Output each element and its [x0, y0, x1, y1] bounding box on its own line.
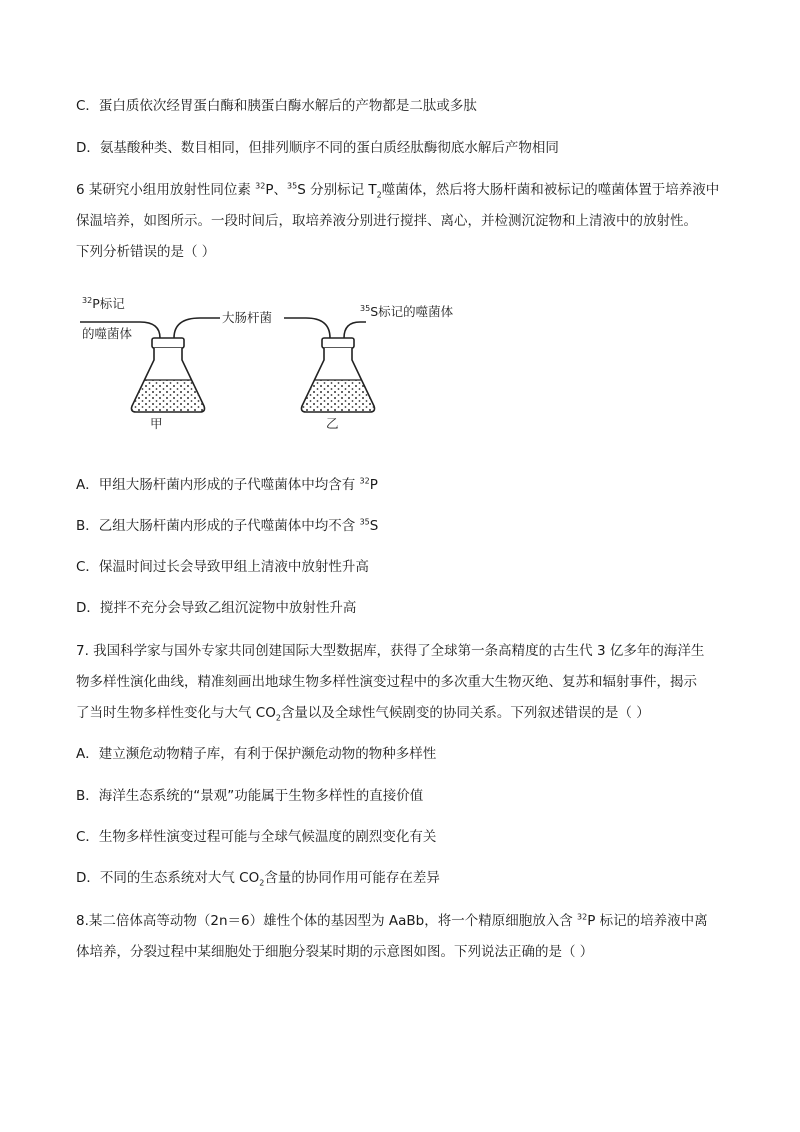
flask-yi — [284, 318, 390, 414]
q7-option-b: B．海洋生态系统的“景观”功能属于生物多样性的直接价值 — [76, 788, 424, 804]
q6-option-c: C．保温时间过长会导致甲组上清液中放射性升高 — [76, 559, 369, 575]
q7-stem-line3: 了当时生物多样性变化与大气 $CO_2$含量以及全球性气候剧变的协同关系。下列叙述错误的是（ ） — [76, 705, 650, 723]
q6-flask-figure — [60, 288, 480, 438]
q7-option-a: A．建立濒危动物精子库，有利于保护濒危动物的物种多样性 — [76, 746, 437, 762]
label-32p-phage-line2: 的噬菌体 — [82, 326, 133, 341]
q7-stem-line1: 7. 我国科学家与国外专家共同创建国际大型数据库，获得了全球第一条高精度的古生代 3 亿多年的海洋生 — [76, 643, 705, 659]
q7-option-d: D．不同的生态系统对大气 $CO_2$含量的协同作用可能存在差异 — [76, 870, 440, 888]
q6-option-d: D．搅拌不充分会导致乙组沉淀物中放射性升高 — [76, 600, 357, 616]
label-flask-yi: 乙 — [326, 416, 339, 431]
q6-stem-line1: 6 某研究小组用放射性同位素 $^{32}$P、$^{35}$S 分别标记 $T_2$噬菌体，然后将大肠杆菌和被标记的噬菌体置于培养液中 — [76, 181, 720, 200]
label-flask-jia: 甲 — [150, 416, 163, 431]
q6-stem-line3: 下列分析错误的是（ ） — [76, 244, 216, 260]
q6-option-b: B．乙组大肠杆菌内形成的子代噬菌体中均不含 $^{35}$S — [76, 517, 379, 534]
q7-stem-line2: 物多样性演化曲线，精准刻画出地球生物多样性演变过程中的多次重大生物灭绝、复苏和辐射事件，揭示 — [76, 674, 697, 690]
q5-option-d: D．氨基酸种类、数目相同，但排列顺序不同的蛋白质经肽酶彻底水解后产物相同 — [76, 140, 559, 156]
q8-stem-line1: 8.某二倍体高等动物（2n＝6）雄性个体的基因型为 AaBb，将一个精原细胞放入含 $^{32}$P 标记的培养液中离 — [76, 912, 708, 929]
q5-option-c: C．蛋白质依次经胃蛋白酶和胰蛋白酶水解后的产物都是二肽或多肽 — [76, 98, 477, 114]
label-32p-phage: $^{32}$P标记 — [82, 295, 125, 311]
q6-option-a: A．甲组大肠杆菌内形成的子代噬菌体中均含有 $^{32}$P — [76, 476, 378, 493]
label-35s-phage: $^{35}$S标记的噬菌体 — [360, 303, 454, 319]
q6-stem-line2: 保温培养，如图所示。一段时间后，取培养液分别进行搅拌、离心，并检测沉淀物和上清液中的放射性。 — [76, 213, 697, 229]
q7-option-c: C．生物多样性演变过程可能与全球气候温度的剧烈变化有关 — [76, 829, 437, 845]
q8-stem-line2: 体培养，分裂过程中某细胞处于细胞分裂某时期的示意图如图。下列说法正确的是（ ） — [76, 944, 594, 960]
label-ecoli: 大肠杆菌 — [222, 310, 273, 325]
